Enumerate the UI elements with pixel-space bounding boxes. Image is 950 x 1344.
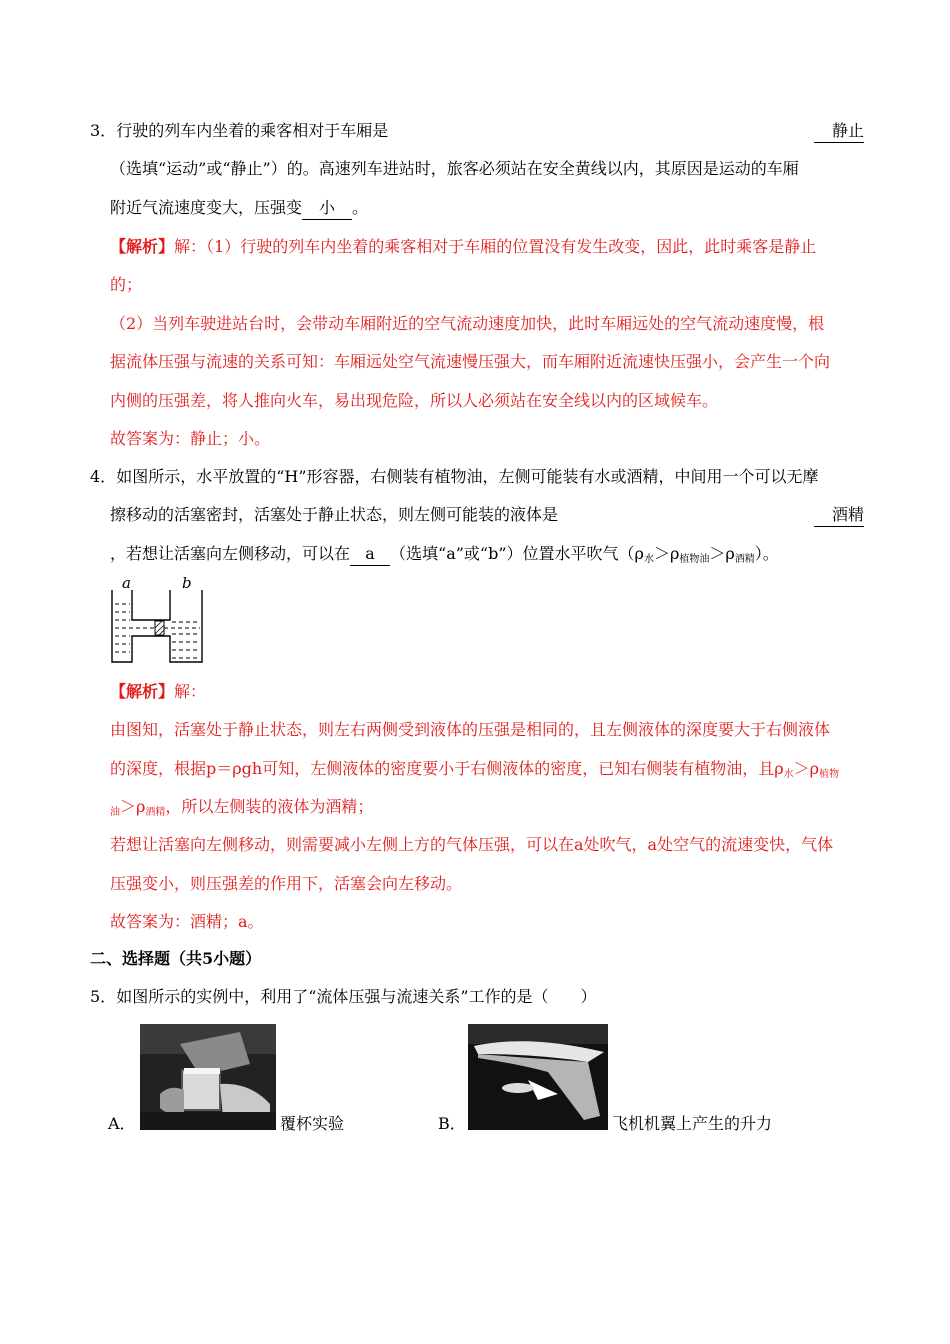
q3-line2: （选填“运动”或“静止”）的。高速列车进站时，旅客必须站在安全黄线以内，其原因是运动的车厢 — [110, 159, 799, 178]
q3-line1 — [90, 120, 388, 142]
section2-title: 二、选择题（共5小题） — [90, 949, 262, 968]
q5-line1: 5．如图所示的实例中，利用了“流体压强与流速关系”工作的是（ ） — [90, 987, 597, 1006]
q3-analysis-line4: 据流体压强与流速的关系可知：车厢远处空气流速慢压强大，而车厢附近流速快压强小，会产生一个向 — [110, 352, 831, 371]
q4-analysis-line1: 由图知，活塞处于静止状态，则左右两侧受到液体的压强是相同的，且左侧液体的深度要大于右侧液体 — [110, 720, 831, 739]
q3-analysis-line1: 【解析】解：（1）行驶的列车内坐着的乘客相对于车厢的位置没有发生改变，因此，此时乘客是静止 — [110, 237, 817, 256]
option-a-text: 覆杯实验 — [280, 1114, 345, 1133]
q4-analysis-line4: 若想让活塞向左侧移动，则需要减小左侧上方的气体压强，可以在a处吹气，a处空气的流速变快，气体 — [110, 835, 834, 854]
q3-line3: 附近气流速度变大，压强变 小 。 — [110, 197, 368, 220]
option-a-label: A． — [108, 1114, 136, 1133]
q4-answer2: a — [350, 543, 390, 566]
cup-experiment-image — [140, 1024, 276, 1130]
q3-number: 3． — [90, 121, 117, 140]
q4-analysis-line5: 压强变小，则压强差的作用下，活塞会向左移动。 — [110, 874, 463, 893]
q3-text1: 行驶的列车内坐着的乘客相对于车厢是 — [116, 121, 389, 140]
option-b-text: 飞机机翼上产生的升力 — [612, 1114, 773, 1133]
q3-answer-line: 故答案为：静止；小。 — [110, 429, 271, 448]
q4-line3: ，若想让活塞向左侧移动，可以在 a （选填“a”或“b”）位置水平吹气$(\rho_水>\rho_{植物油}>\rho_{酒精})$。 — [110, 544, 779, 565]
q4-line1: 4．如图所示，水平放置的“H”形容器，右侧装有植物油，左侧可能装有水或酒精，中间用一个可以无摩 — [90, 467, 819, 486]
option-b-label: B． — [438, 1114, 466, 1133]
q4-analysis-line2: 的深度，根据p＝ρgh可知，左侧液体的密度要小于右侧液体的密度，已知右侧装有植物油，且$\rho_水>\rho_{植物}$ — [110, 759, 840, 780]
q4-analysis-head: 【解析】解： — [110, 682, 207, 701]
q4-analysis-line3: $_油>\rho_{酒精}$，所以左侧装的液体为酒精； — [110, 797, 374, 818]
airplane-wing-lift-image — [468, 1024, 608, 1130]
q4-answer1-wrap — [814, 504, 864, 527]
q5-number: 5． — [90, 987, 117, 1006]
q3-analysis-line3: （2）当列车驶进站台时，会带动车厢附近的空气流动速度加快，此时车厢远处的空气流动速度慢，根 — [110, 314, 825, 333]
q4-answer-line: 故答案为：酒精；a。 — [110, 912, 264, 931]
q3-answer1-wrap — [814, 120, 864, 143]
label-a: a — [122, 574, 131, 592]
q4-line2: 擦移动的活塞密封，活塞处于静止状态，则左侧可能装的液体是 — [110, 505, 559, 524]
q3-answer1: 静止 — [814, 120, 864, 143]
q3-answer2: 小 — [302, 197, 352, 220]
label-b: b — [182, 574, 192, 592]
q3-analysis-tag: 【解析】 — [110, 237, 175, 256]
q4-number: 4． — [90, 467, 117, 486]
q4-analysis-tag: 【解析】 — [110, 682, 175, 701]
q3-analysis-line5: 内侧的压强差，将人推向火车，易出现危险，所以人必须站在安全线以内的区域候车。 — [110, 391, 719, 410]
h-container-diagram — [108, 576, 208, 666]
q3-analysis-line2: 的； — [110, 275, 143, 294]
q4-answer1: 酒精 — [814, 504, 864, 527]
h-container-figure — [108, 576, 208, 666]
